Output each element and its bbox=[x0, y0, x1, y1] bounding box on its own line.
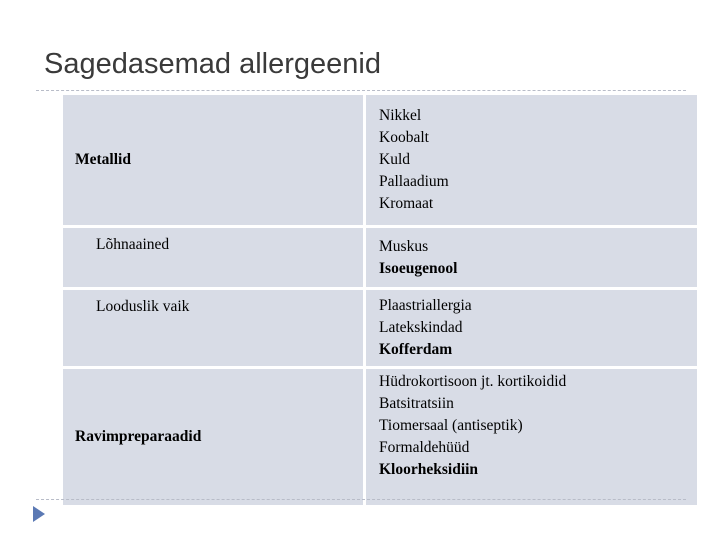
footer-divider bbox=[36, 499, 686, 500]
category-cell bbox=[62, 289, 365, 368]
allergen-table bbox=[60, 92, 700, 508]
triangle-bullet-icon bbox=[33, 506, 45, 522]
allergen-item: Tiomersaal (antiseptik) bbox=[379, 417, 523, 434]
allergen-list-cell bbox=[365, 289, 699, 368]
allergen-item: Isoeugenool bbox=[379, 259, 458, 277]
allergen-item: Nikkel bbox=[379, 107, 422, 124]
allergen-list-cell bbox=[365, 368, 699, 507]
category-cell bbox=[62, 94, 365, 227]
table-row bbox=[62, 227, 699, 289]
category-label: Metallid bbox=[75, 151, 131, 168]
allergen-list-cell bbox=[365, 94, 699, 227]
category-cell bbox=[62, 368, 365, 507]
allergen-list-cell bbox=[365, 227, 699, 289]
allergen-item: Kromaat bbox=[379, 195, 434, 212]
allergen-item: Batsitratsiin bbox=[379, 395, 454, 412]
allergen-item: Hüdrokortisoon jt. kortikoidid bbox=[379, 373, 567, 390]
allergen-item: Pallaadium bbox=[379, 173, 449, 190]
allergen-item: Kloorheksidiin bbox=[379, 461, 479, 478]
table-row bbox=[62, 94, 699, 227]
allergen-item: Koobalt bbox=[379, 129, 429, 146]
category-label: Lõhnaained bbox=[96, 236, 170, 253]
category-cell bbox=[62, 227, 365, 289]
allergen-item: Muskus bbox=[379, 237, 429, 255]
allergen-item: Kuld bbox=[379, 151, 410, 168]
table-row bbox=[62, 289, 699, 368]
allergen-item: Latekskindad bbox=[379, 319, 463, 336]
allergen-item: Plaastriallergia bbox=[379, 297, 472, 314]
category-label: Looduslik vaik bbox=[96, 298, 190, 315]
slide-title: Sagedasemad allergeenid bbox=[44, 48, 381, 80]
category-label: Ravimpreparaadid bbox=[75, 428, 202, 445]
title-divider bbox=[36, 90, 686, 91]
allergen-item: Formaldehüüd bbox=[379, 439, 470, 456]
table-row bbox=[62, 368, 699, 507]
allergen-item: Kofferdam bbox=[379, 341, 453, 358]
